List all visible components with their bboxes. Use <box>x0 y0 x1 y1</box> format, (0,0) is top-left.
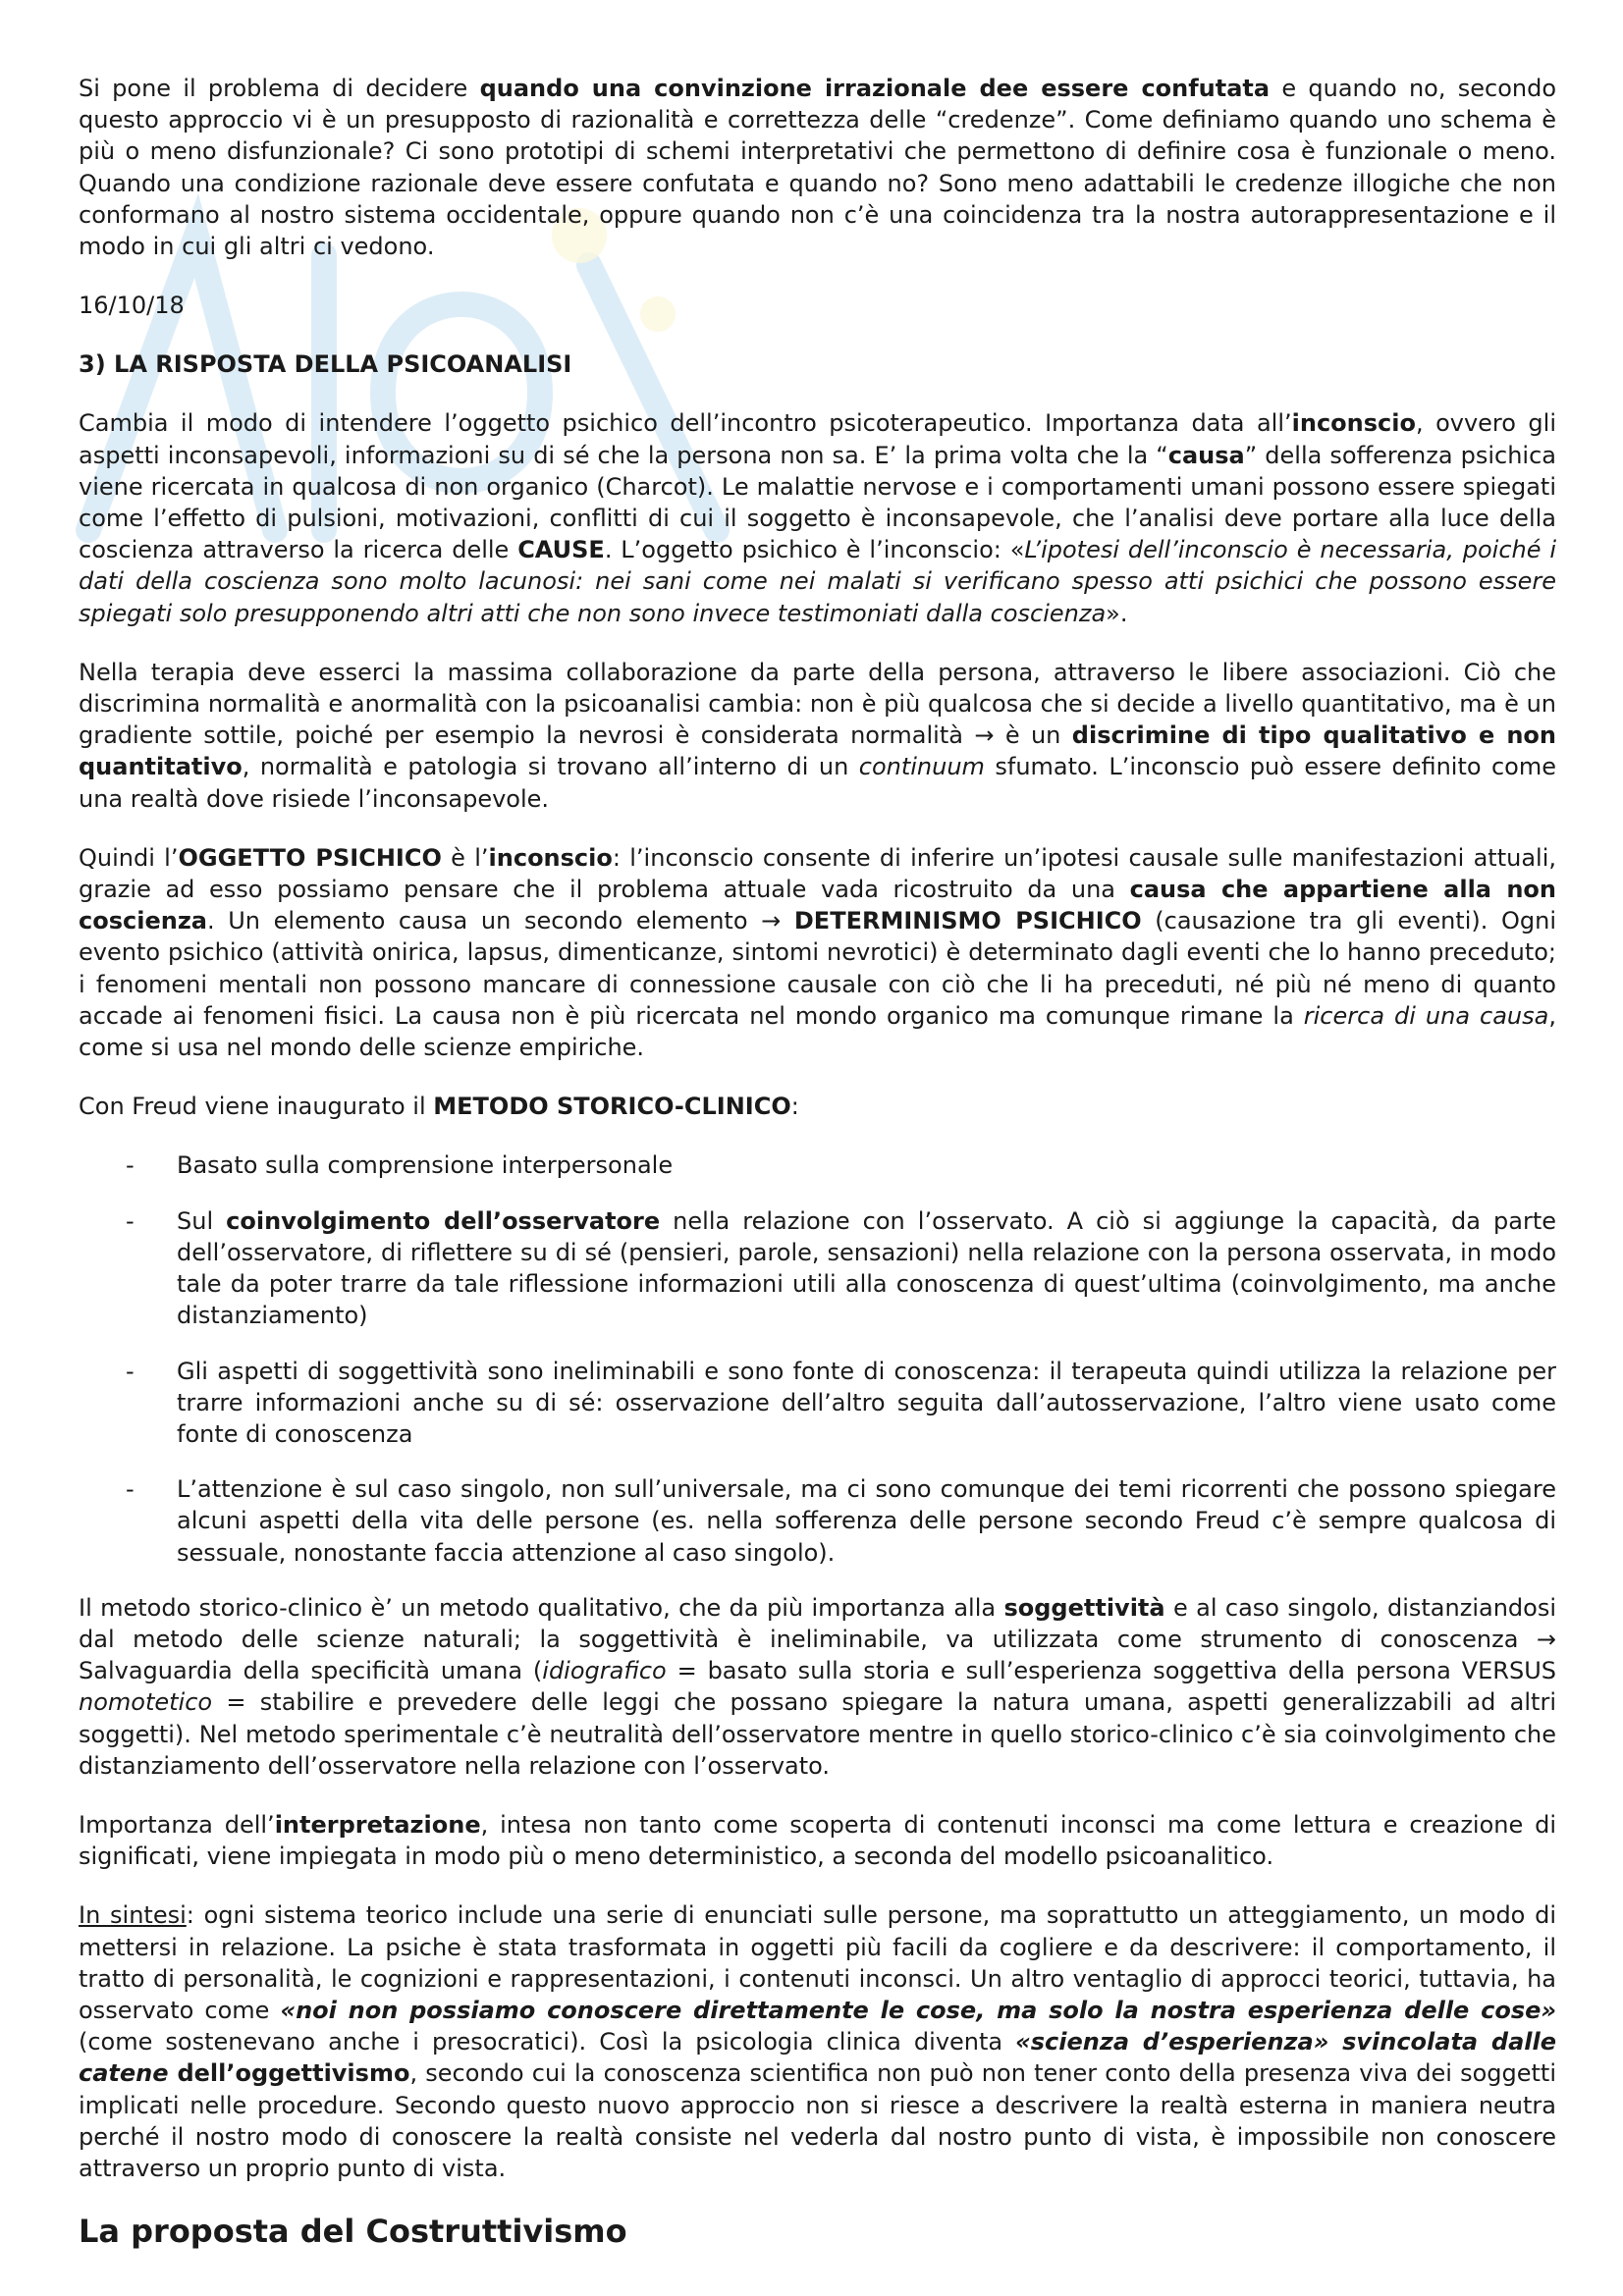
paragraph-oggetto-psichico: Cambia il modo di intendere l’oggetto psichico dell’incontro psicoterapeutico. Importanza data all’inconscio, ovvero gli aspetti inconsapevoli, informazioni su di sé che la persona non sa. E’ la prima volta che la “causa” della sofferenza psichica viene ricercata in qualcosa di non organico (Charcot). Le malattie nervose e i comportamenti umani possono essere spiegati come l’effetto di pulsioni, motivazioni, conflitti di cui il soggetto è inconsapevole, che l’analisi deve portare alla luce della coscienza attraverso la ricerca delle CAUSE. L’oggetto psichico è l’inconscio: «L’ipotesi dell’inconscio è necessaria, poiché i dati della coscienza sono molto lacunosi: nei sani come nei malati si verificano spesso atti psichici che possono essere spiegati solo presupponendo altri atti che non sono invece testimoniati dalla coscienza». <box>79 409 1557 627</box>
list-item: - Basato sulla comprensione interpersonale <box>126 1151 674 1180</box>
paragraph-interpretazione: Importanza dell’interpretazione, intesa non tanto come scoperta di contenuti inconsci ma come lettura e creazione di significati, viene impiegata in modo più o meno deterministico, a seconda del modello psicoanalitico. <box>79 1810 1556 1871</box>
list-item: - Sul coinvolgimento dell’osservatore nella relazione con l’osservato. A ciò si aggiunge la capacità, da parte dell’osservatore, di riflettere su di sé (pensieri, parole, sensazioni) nella relazione con la persona osservata, in modo tale da poter trarre da tale riflessione informazioni utili alla conoscenza di quest’ultima (coinvolgimento, ma anche distanziamento) <box>126 1206 1557 1330</box>
paragraph-terapia: Nella terapia deve esserci la massima collaborazione da parte della persona, attraverso le libere associazioni. Ciò che discrimina normalità e anormalità con la psicoanalisi cambia: non è più qualcosa che si decide a livello quantitativo, ma è un gradiente sottile, poiché per esempio la nevrosi è considerata normalità → è un discrimine di tipo qualitativo e non quantitativo, normalità e patologia si trovano all’interno di un continuum sfumato. L’inconscio può essere definito come una realtà dove risiede l’inconsapevole. <box>79 658 1557 813</box>
document-page <box>79 73 1556 2251</box>
section-heading-costruttivismo: La proposta del Costruttivismo <box>79 2213 627 2251</box>
paragraph-sintesi: In sintesi: ogni sistema teorico include una serie di enunciati sulle persone, ma soprattutto un atteggiamento, un modo di mettersi in relazione. La psiche è stata trasformata in oggetti più facili da cogliere e da descrivere: il comportamento, il tratto di personalità, le cognizioni e rappresentazioni, i contenuti inconsci. Un altro ventaglio di approcci teorici, tuttavia, ha osservato come «noi non possiamo conoscere direttamente le cose, ma solo la nostra esperienza delle cose» (come sostenevano anche i presocratici). Così la psicologia clinica diventa «scienza d’esperienza» svincolata dalle catene dell’oggettivismo, secondo cui la conoscenza scientifica non può non tener conto della presenza viva dei soggetti implicati nelle procedure. Secondo questo nuovo approccio non si riesce a descrivere la realtà esterna in maniera neutra perché il nostro modo di conoscere la realtà consiste nel vederla dal nostro punto di vista, è impossibile non conoscere attraverso un proprio punto di vista. <box>79 1901 1557 2182</box>
paragraph-metodo-intro: Con Freud viene inaugurato il METODO STORICO-CLINICO: <box>79 1093 799 1121</box>
list-item: - L’attenzione è sul caso singolo, non sull’universale, ma ci sono comunque dei temi ricorrenti che possono spiegare alcuni aspetti della vita delle persone (es. nella sofferenza delle persone secondo Freud c’è sempre qualcosa di sessuale, nonostante faccia attenzione al caso singolo). <box>126 1475 1556 1567</box>
paragraph-intro: Si pone il problema di decidere quando una convinzione irrazionale dee essere confutata e quando no, secondo questo approccio vi è un presupposto di razionalità e correttezza delle “credenze”. Come definiamo quando uno schema è più o meno disfunzionale? Ci sono prototipi di schemi interpretativi che permettono di definire cosa è funzionale o meno. Quando una condizione razionale deve essere confutata e quando no? Sono meno adattabili le credenze illogiche che non conformano al nostro sistema occidentale, oppure quando non c’è una coincidenza tra la nostra autorappresentazione e il modo in cui gli altri ci vedono. <box>79 75 1556 261</box>
metodo-list <box>79 1149 1556 1568</box>
list-item: - Gli aspetti di soggettività sono ineliminabili e sono fonte di conoscenza: il terapeuta quindi utilizza la relazione per trarre informazioni anche su di sé: osservazione dell’altro seguita dall’autosservazione, l’altro viene usato come fonte di conoscenza <box>126 1357 1556 1448</box>
paragraph-qualitativo: Il metodo storico-clinico è’ un metodo qualitativo, che da più importanza alla soggettività e al caso singolo, distanziandosi dal metodo delle scienze naturali; la soggettività è ineliminabile, va utilizzata come strumento di conoscenza → Salvaguardia della specificità umana (idiografico = basato sulla storia e sull’esperienza soggettiva della persona VERSUS nomotetico = stabilire e prevedere delle leggi che possano spiegare la natura umana, aspetti generalizzabili ad altri soggetti). Nel metodo sperimentale c’è neutralità dell’osservatore mentre in quello storico-clinico c’è sia coinvolgimento che distanziamento dell’osservatore nella relazione con l’osservato. <box>79 1593 1557 1780</box>
paragraph-determinismo: Quindi l’OGGETTO PSICHICO è l’inconscio: l’inconscio consente di inferire un’ipotesi causale sulle manifestazioni attuali, grazie ad esso possiamo pensare che il problema attuale vada ricostruito da una causa che appartiene alla non coscienza. Un elemento causa un secondo elemento → DETERMINISMO PSICHICO (causazione tra gli eventi). Ogni evento psichico (attività onirica, lapsus, dimenticanze, sintomi nevrotici) è determinato dagli eventi che lo hanno preceduto; i fenomeni mentali non possono mancare di connessione causale con ciò che li ha preceduti, né più né meno di quanto accade ai fenomeni fisici. La causa non è più ricercata nel mondo organico ma comunque rimane la ricerca di una causa, come si usa nel mondo delle scienze empiriche. <box>79 843 1556 1062</box>
section-heading-psicoanalisi: 3) LA RISPOSTA DELLA PSICOANALISI <box>79 350 572 379</box>
date-line: 16/10/18 <box>79 292 185 320</box>
